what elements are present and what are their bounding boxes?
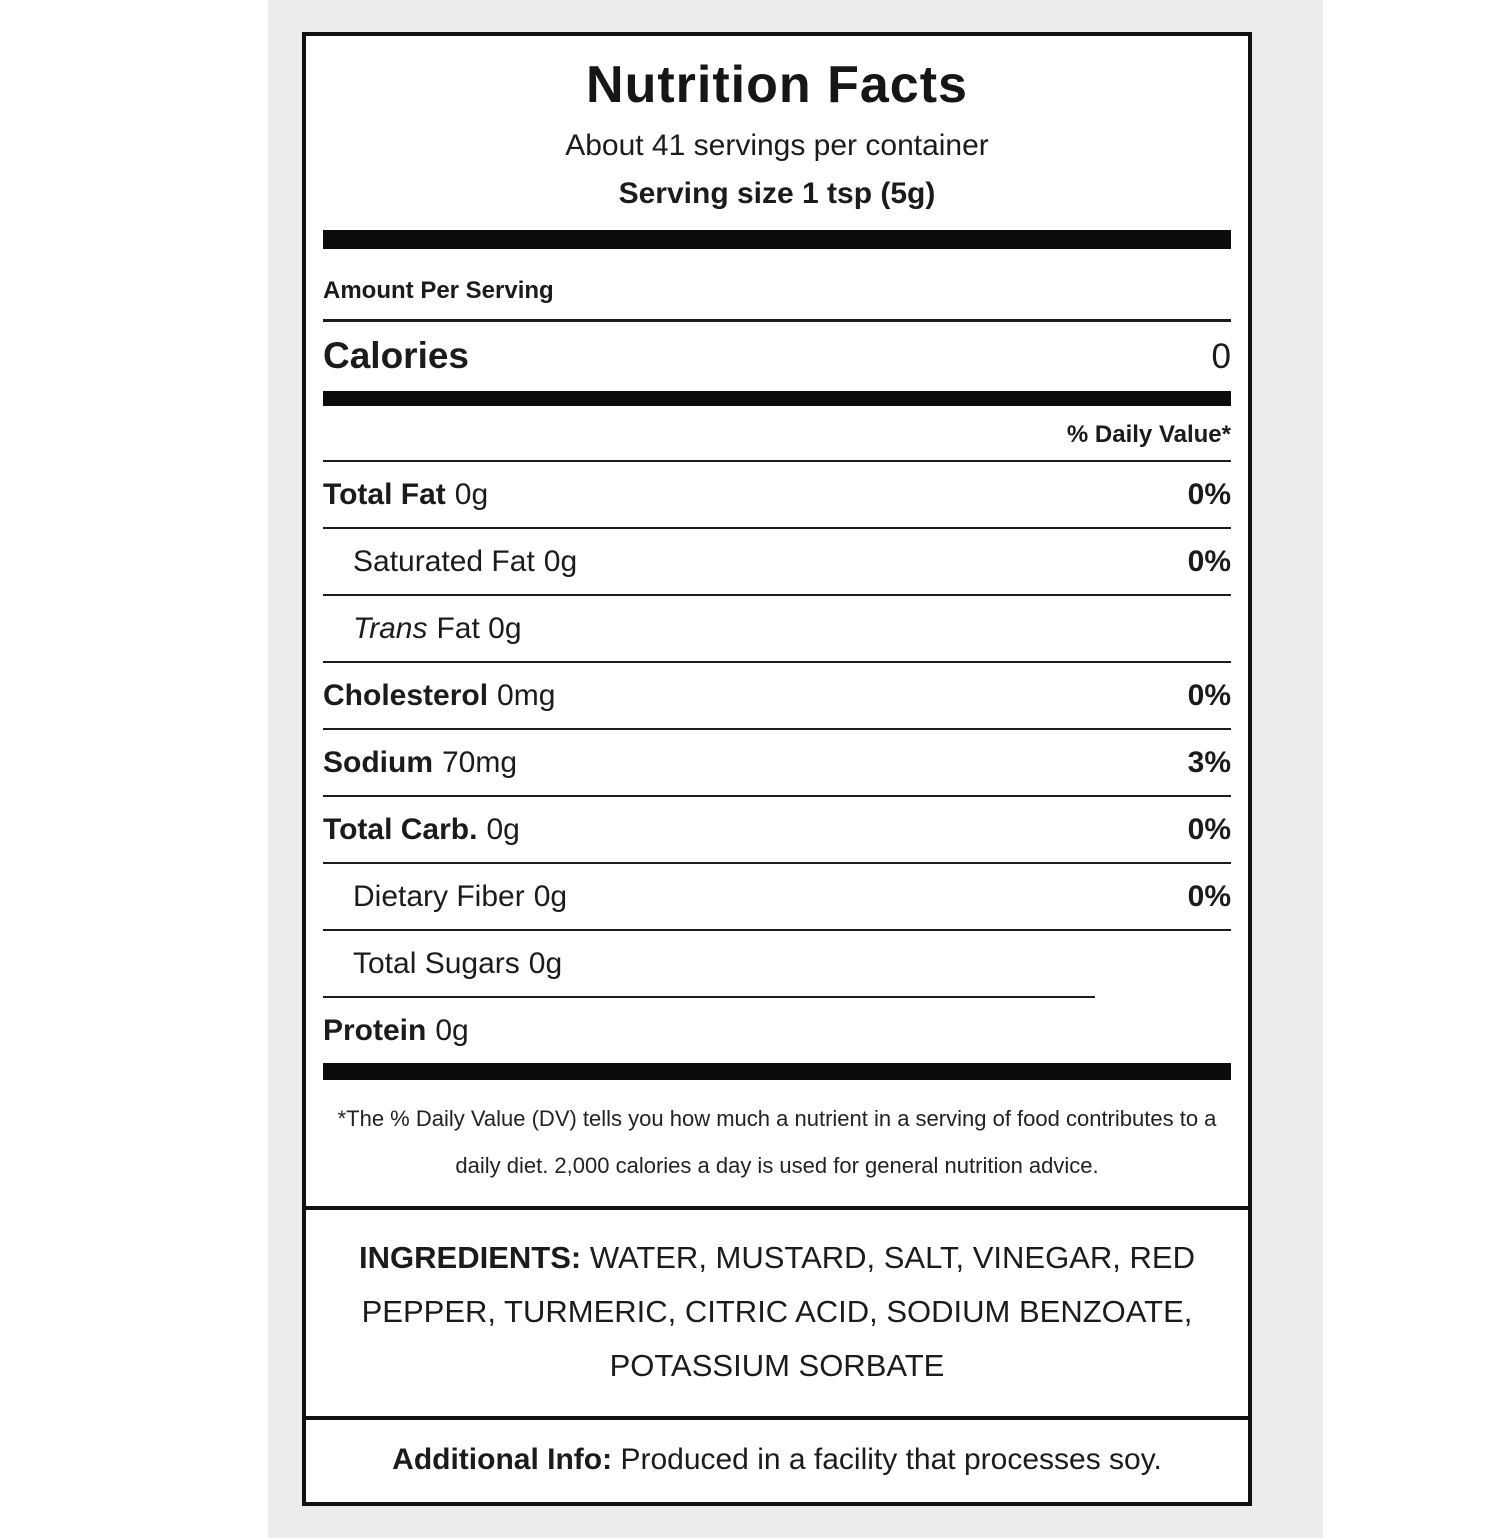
nutrient-daily-value: 0% [1187,813,1231,846]
nutrient-row-total-sugars [323,931,1231,996]
nutrient-name: Trans [353,612,428,645]
nutrient-row-total-carb [323,797,1231,862]
nutrition-facts-title: Nutrition Facts [586,56,968,114]
thick-divider-bar [323,1063,1231,1080]
nutrient-name: Saturated Fat [353,545,535,578]
servings-per-container: About 41 servings per container [565,129,989,162]
nutrient-row-cholesterol [323,663,1231,728]
nutrient-daily-value: 0% [1187,880,1231,913]
nutrient-row-protein [323,998,1231,1063]
additional-info-label: Additional Info: [392,1443,613,1476]
calories-row [323,322,1231,391]
nutrient-row-dietary-fiber [323,864,1231,929]
nutrient-amount: 0mg [497,679,556,712]
nutrient-name: Total Carb. [323,813,478,846]
nutrition-facts-main-section [306,36,1248,1206]
thick-divider-bar [323,230,1231,249]
additional-info-text: Produced in a facility that processes soy. [612,1443,1162,1476]
nutrient-name: Cholesterol [323,679,489,712]
calories-label: Calories [323,335,470,376]
nutrient-row-sodium [323,730,1231,795]
nutrient-row-total-fat [323,462,1231,527]
nutrient-amount: 70mg [442,746,518,779]
ingredients-section [306,1206,1248,1416]
daily-value-footnote: *The % Daily Value (DV) tells you how much a nutrient in a serving of food contributes to a daily diet. 2,000 calories a day is used for general nutrition advice. [337,1106,1217,1178]
nutrient-amount: 0g [486,813,520,846]
nutrition-facts-label [302,32,1252,1506]
thick-divider-bar [323,391,1231,406]
nutrient-daily-value: 0% [1187,478,1231,511]
nutrient-amount: 0g [533,880,568,913]
nutrient-row-trans-fat [323,596,1231,661]
nutrient-name: Dietary Fiber [353,880,525,913]
nutrient-daily-value: 3% [1187,746,1231,779]
ingredients-label: INGREDIENTS: [359,1240,582,1275]
nutrient-amount: Fat 0g [436,612,522,645]
nutrient-name: Sodium [323,746,433,779]
nutrient-name: Total Fat [323,478,446,511]
calories-value: 0 [1211,337,1231,376]
nutrient-amount: 0g [454,478,489,511]
nutrient-row-saturated-fat [323,529,1231,594]
serving-size: Serving size 1 tsp (5g) [618,177,936,210]
daily-value-header: % Daily Value* [1066,421,1231,448]
amount-per-serving-label: Amount Per Serving [323,277,554,304]
nutrient-amount: 0g [528,947,563,980]
additional-info-section [306,1416,1248,1502]
nutrient-amount: 0g [435,1014,469,1047]
nutrient-amount: 0g [543,545,578,578]
nutrient-name: Protein [323,1014,427,1047]
nutrient-name: Total Sugars [353,947,520,980]
nutrient-daily-value: 0% [1187,679,1231,712]
nutrient-daily-value: 0% [1187,545,1231,578]
ingredients-text: WATER, MUSTARD, SALT, VINEGAR, RED PEPPER, TURMERIC, CITRIC ACID, SODIUM BENZOATE, POTASSIUM SORBATE [361,1240,1195,1383]
